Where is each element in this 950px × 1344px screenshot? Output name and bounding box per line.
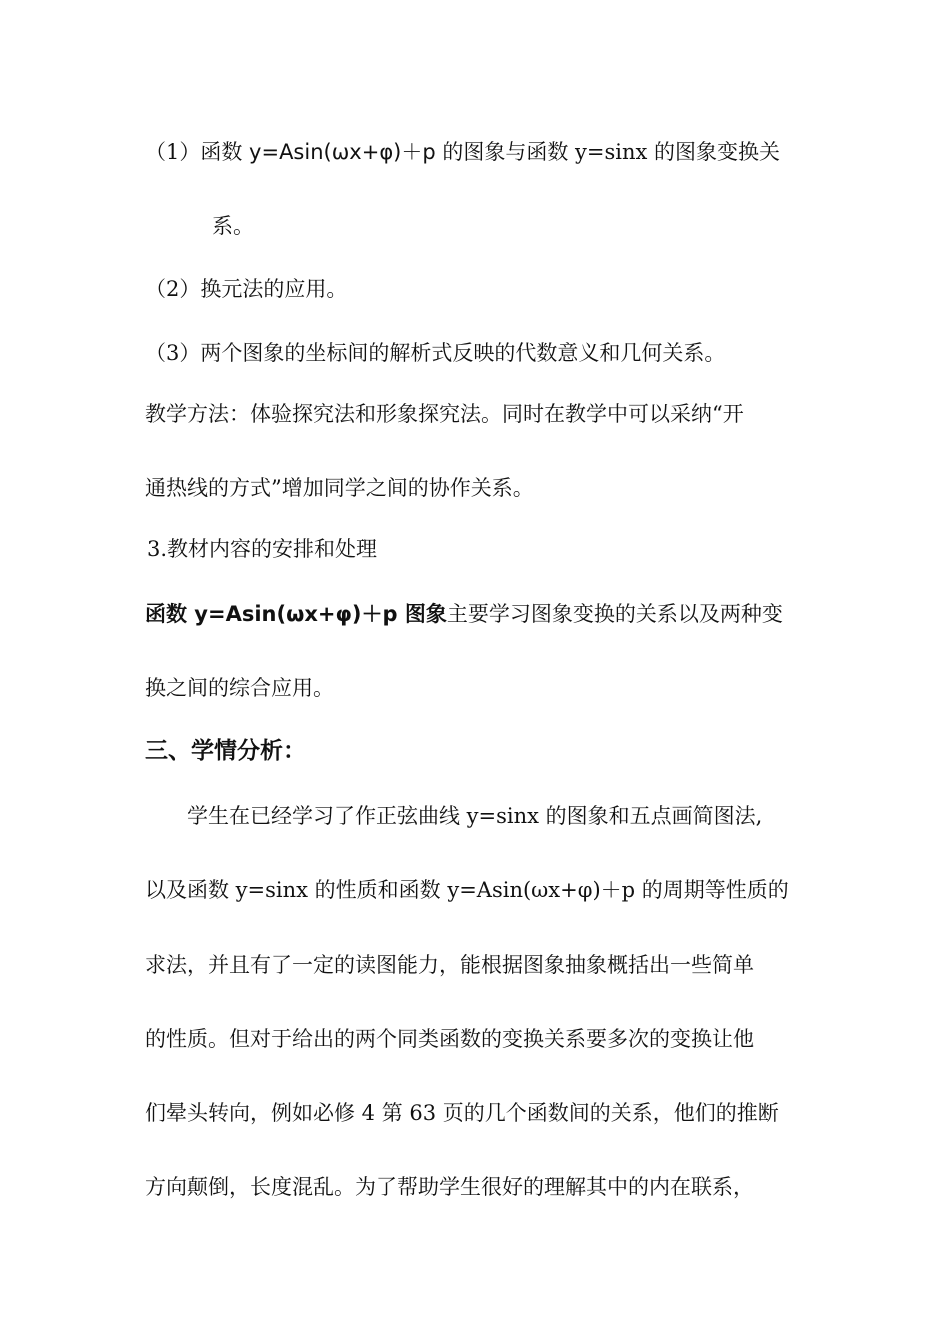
student-paragraph-line: 求法，并且有了一定的读图能力，能根据图象抽象概括出一些简单 [145,953,754,977]
item-1-formula: y=Asin(ωx+φ)＋p [249,140,436,164]
section-3-title: 3.教材内容的安排和处理 [147,537,378,561]
item-1-middle: 的图象与函数 y=sinx 的图象变换关 [435,140,781,164]
student-paragraph-line: 们晕头转向，例如必修 4 第 63 页的几个函数间的关系，他们的推断 [145,1101,779,1125]
item-1-prefix: （1）函数 [145,140,250,164]
content-paragraph-line-1 [145,600,783,628]
student-analysis-heading: 三、学情分析： [145,738,306,764]
student-paragraph-line: 学生在已经学习了作正弦曲线 y=sinx 的图象和五点画简图法, [145,804,763,828]
item-1-continuation: 系。 [212,214,254,238]
student-paragraph-line: 方向颠倒，长度混乱。为了帮助学生很好的理解其中的内在联系， [145,1175,754,1199]
content-rest: 主要学习图象变换的关系以及两种变 [446,602,783,626]
student-paragraph-line: 以及函数 y=sinx 的性质和函数 y=Asin(ωx+φ)＋p 的周期等性质的 [145,878,789,902]
item-2: （2）换元法的应用。 [145,277,348,301]
content-paragraph-line-2: 换之间的综合应用。 [145,676,334,700]
item-1-line [145,138,780,166]
student-paragraph-line: 的性质。但对于给出的两个同类函数的变换关系要多次的变换让他 [145,1027,754,1051]
teaching-method-line-2: 通热线的方式”增加同学之间的协作关系。 [145,476,534,500]
content-bold-formula: 函数 y=Asin(ωx+φ)＋p 图象 [145,602,447,626]
item-3: （3）两个图象的坐标间的解析式反映的代数意义和几何关系。 [145,341,726,365]
teaching-method-line-1: 教学方法：体验探究法和形象探究法。同时在教学中可以采纳“开 [145,402,744,426]
